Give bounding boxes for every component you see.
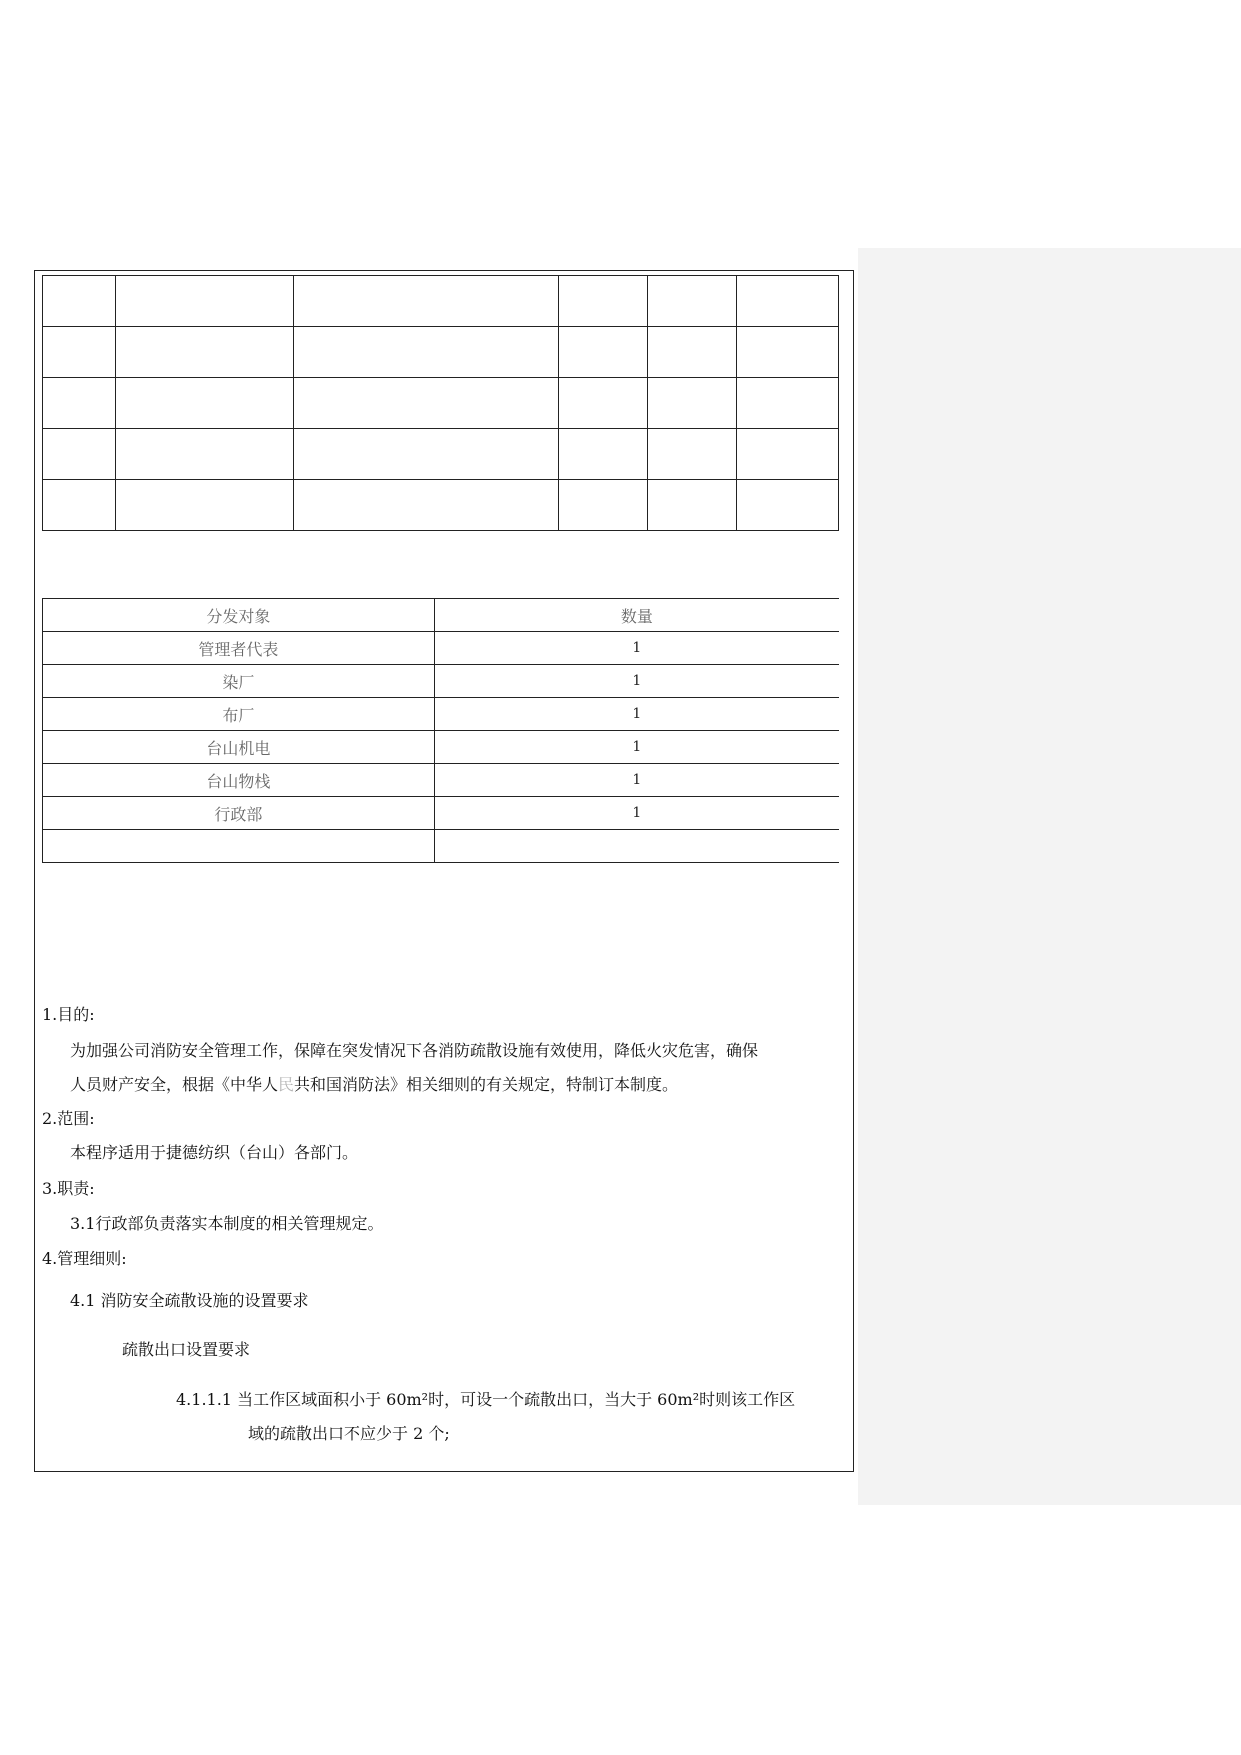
revision-cell bbox=[115, 378, 293, 429]
revision-cell bbox=[559, 276, 648, 327]
distribution-header-recipient: 分发对象 bbox=[43, 599, 435, 632]
revision-cell bbox=[293, 378, 559, 429]
section-1-text-part-a: 人员财产安全，根据《中华人 bbox=[70, 1075, 279, 1094]
revision-row bbox=[43, 378, 839, 429]
revision-cell bbox=[43, 276, 116, 327]
section-1-text-faded-char: 民 bbox=[278, 1075, 295, 1094]
revision-cell bbox=[115, 327, 293, 378]
revision-cell bbox=[115, 276, 293, 327]
revision-cell bbox=[737, 378, 839, 429]
distribution-recipient: 台山机电 bbox=[43, 731, 435, 764]
revision-cell bbox=[648, 276, 737, 327]
section-4-1-1-1-line-2: 域的疏散出口不应少于 2 个; bbox=[248, 1424, 450, 1443]
distribution-quantity: 1 bbox=[434, 698, 839, 731]
distribution-recipient: 行政部 bbox=[43, 797, 435, 830]
section-1-text-part-c: 共和国消防法》相关细则的有关规定，特制订本制度。 bbox=[294, 1075, 679, 1094]
revision-cell bbox=[115, 429, 293, 480]
distribution-header-quantity: 数量 bbox=[434, 599, 839, 632]
revision-cell bbox=[648, 480, 737, 531]
section-4-1-1-1-line-1: 4.1.1.1 当工作区域面积小于 60m²时，可设一个疏散出口，当大于 60m²时则该工作区 bbox=[176, 1390, 796, 1409]
revision-row bbox=[43, 480, 839, 531]
revision-cell bbox=[43, 327, 116, 378]
distribution-quantity: 1 bbox=[434, 632, 839, 665]
revision-cell bbox=[293, 327, 559, 378]
distribution-recipient: 染厂 bbox=[43, 665, 435, 698]
section-4-title: 4.管理细则: bbox=[42, 1249, 127, 1268]
revision-row bbox=[43, 429, 839, 480]
distribution-recipient: 布厂 bbox=[43, 698, 435, 731]
distribution-row bbox=[43, 698, 840, 731]
revision-table bbox=[42, 275, 839, 531]
revision-row bbox=[43, 276, 839, 327]
distribution-row bbox=[43, 632, 840, 665]
distribution-row bbox=[43, 797, 840, 830]
comment-margin-pane bbox=[858, 248, 1241, 1505]
distribution-recipient: 台山物栈 bbox=[43, 764, 435, 797]
distribution-quantity: 1 bbox=[434, 731, 839, 764]
distribution-row bbox=[43, 665, 840, 698]
distribution-table bbox=[42, 598, 839, 863]
revision-cell bbox=[115, 480, 293, 531]
distribution-header-row bbox=[43, 599, 840, 632]
revision-cell bbox=[559, 378, 648, 429]
section-2-text: 本程序适用于捷德纺织（台山）各部门。 bbox=[70, 1143, 359, 1162]
section-3-title: 3.职责: bbox=[42, 1179, 95, 1198]
revision-cell bbox=[559, 429, 648, 480]
section-1-text-line-1: 为加强公司消防安全管理工作，保障在突发情况下各消防疏散设施有效使用，降低火灾危害，确保 bbox=[70, 1041, 759, 1060]
revision-cell bbox=[43, 429, 116, 480]
section-1-text-line-2 bbox=[70, 1074, 678, 1096]
revision-cell bbox=[559, 327, 648, 378]
revision-cell bbox=[737, 327, 839, 378]
section-3-text: 3.1行政部负责落实本制度的相关管理规定。 bbox=[70, 1214, 384, 1233]
distribution-quantity: 1 bbox=[434, 764, 839, 797]
revision-cell bbox=[293, 429, 559, 480]
revision-cell bbox=[648, 429, 737, 480]
revision-cell bbox=[293, 276, 559, 327]
revision-row bbox=[43, 327, 839, 378]
distribution-quantity: 1 bbox=[434, 665, 839, 698]
section-1-title: 1.目的: bbox=[42, 1005, 95, 1024]
section-4-1-heading: 4.1 消防安全疏散设施的设置要求 bbox=[70, 1291, 309, 1310]
revision-cell bbox=[737, 276, 839, 327]
revision-cell bbox=[43, 378, 116, 429]
distribution-quantity: 1 bbox=[434, 797, 839, 830]
revision-cell bbox=[737, 429, 839, 480]
distribution-row bbox=[43, 830, 840, 863]
section-4-1-1-heading: 疏散出口设置要求 bbox=[122, 1340, 251, 1359]
distribution-recipient: 管理者代表 bbox=[43, 632, 435, 665]
revision-cell bbox=[737, 480, 839, 531]
revision-cell bbox=[293, 480, 559, 531]
revision-cell bbox=[43, 480, 116, 531]
revision-cell bbox=[559, 480, 648, 531]
distribution-row bbox=[43, 731, 840, 764]
revision-cell bbox=[648, 378, 737, 429]
distribution-quantity bbox=[434, 830, 839, 863]
distribution-recipient bbox=[43, 830, 435, 863]
section-2-title: 2.范围: bbox=[42, 1109, 95, 1128]
distribution-row bbox=[43, 764, 840, 797]
revision-cell bbox=[648, 327, 737, 378]
